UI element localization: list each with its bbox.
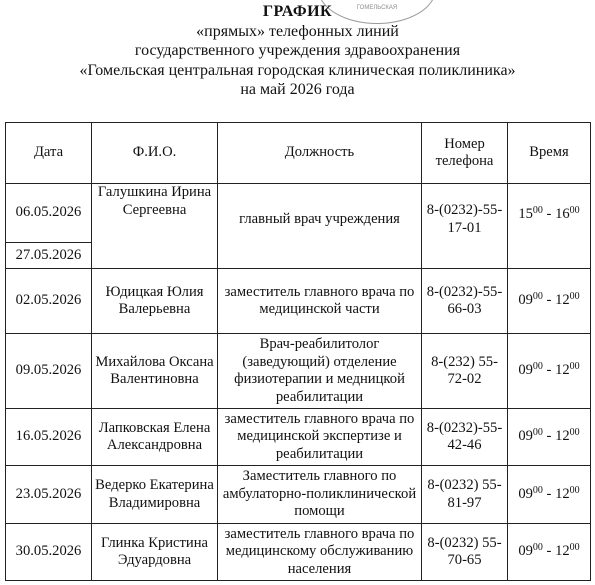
time-from-hour: 09 bbox=[518, 292, 533, 309]
time-to-minutes: 00 bbox=[569, 291, 580, 303]
cell-position: заместитель главного врача по медицинскому обслуживанию населения bbox=[218, 524, 422, 581]
cell-phone: 8-(0232) 55-81-97 bbox=[422, 466, 508, 524]
time-from-minutes: 00 bbox=[532, 361, 543, 373]
cell-time bbox=[508, 184, 591, 269]
cell-name: Лапковская Елена Александровна bbox=[92, 409, 218, 466]
cell-date: 27.05.2026 bbox=[6, 243, 92, 269]
column-header-phone: Номер телефона bbox=[422, 123, 508, 184]
cell-phone: 8-(0232)-55-66-03 bbox=[422, 269, 508, 334]
time-from-hour: 09 bbox=[518, 362, 533, 379]
cell-time bbox=[508, 409, 591, 466]
time-to-minutes: 00 bbox=[569, 361, 580, 373]
header-line-org-type: государственного учреждения здравоохранения bbox=[134, 42, 461, 59]
time-to-minutes: 00 bbox=[569, 205, 580, 216]
time-to-hour: 12 bbox=[555, 543, 570, 560]
table-row bbox=[6, 269, 591, 334]
header-line-period: на май 2026 года bbox=[240, 81, 355, 98]
column-header-date: Дата bbox=[6, 123, 92, 184]
table-row bbox=[6, 409, 591, 466]
time-from-hour: 09 bbox=[518, 485, 533, 502]
cell-date: 06.05.2026 bbox=[6, 184, 92, 243]
cell-position: заместитель главного врача по медицинской экспертизе и реабилитации bbox=[218, 409, 422, 466]
cell-date: 23.05.2026 bbox=[6, 466, 92, 524]
header-line-subject: «прямых» телефонных линий bbox=[196, 22, 399, 40]
cell-name: Глинка Кристина Эдуардовна bbox=[92, 524, 218, 581]
table-row bbox=[6, 334, 591, 409]
cell-position: Врач-реабилитолог (заведующий) отделение физиотерапии и медницкой реабилитации bbox=[218, 334, 422, 409]
table-row bbox=[6, 466, 591, 524]
cell-time bbox=[508, 524, 591, 581]
time-to-minutes: 00 bbox=[569, 542, 580, 554]
stamp-text: ГОМЕЛЬСКАЯ bbox=[356, 5, 398, 11]
time-to-minutes: 00 bbox=[569, 427, 580, 439]
time-from-minutes: 00 bbox=[532, 205, 543, 216]
time-separator: - bbox=[542, 292, 556, 309]
cell-date: 02.05.2026 bbox=[6, 269, 92, 334]
time-from-hour: 15 bbox=[518, 206, 533, 222]
cell-time bbox=[508, 269, 591, 334]
time-to-hour: 12 bbox=[555, 292, 570, 309]
document-header bbox=[0, 0, 595, 100]
time-separator: - bbox=[542, 428, 556, 445]
cell-time bbox=[508, 334, 591, 409]
time-separator: - bbox=[542, 485, 556, 502]
time-from-minutes: 00 bbox=[532, 427, 543, 439]
cell-date: 30.05.2026 bbox=[6, 524, 92, 581]
time-from-minutes: 00 bbox=[532, 484, 543, 496]
time-to-hour: 12 bbox=[555, 362, 570, 379]
table-row bbox=[6, 184, 591, 243]
table-header-row bbox=[6, 123, 591, 184]
cell-name: Юдицкая Юлия Валерьевна bbox=[92, 269, 218, 334]
schedule-table bbox=[5, 122, 591, 581]
cell-phone: 8-(0232)-55-17-01 bbox=[422, 184, 508, 269]
cell-date: 09.05.2026 bbox=[6, 334, 92, 409]
column-header-time: Время bbox=[508, 123, 591, 184]
cell-name: Михайлова Оксана Валентиновна bbox=[92, 334, 218, 409]
time-from-hour: 09 bbox=[518, 428, 533, 445]
cell-phone: 8-(232) 55-72-02 bbox=[422, 334, 508, 409]
table-row bbox=[6, 524, 591, 581]
time-separator: - bbox=[542, 206, 556, 222]
cell-time bbox=[508, 466, 591, 524]
time-from-minutes: 00 bbox=[532, 291, 543, 303]
time-to-hour: 12 bbox=[555, 485, 570, 502]
time-to-hour: 12 bbox=[555, 428, 570, 445]
time-from-minutes: 00 bbox=[532, 542, 543, 554]
cell-name: Галушкина Ирина Сергеевна bbox=[92, 184, 218, 269]
time-from-hour: 09 bbox=[518, 543, 533, 560]
column-header-position: Должность bbox=[218, 123, 422, 184]
header-line-org-name: «Гомельская центральная городская клиническая поликлиника» bbox=[79, 61, 516, 79]
cell-position: главный врач учреждения bbox=[218, 184, 422, 269]
cell-phone: 8-(0232) 55-70-65 bbox=[422, 524, 508, 581]
time-to-hour: 16 bbox=[555, 206, 570, 222]
time-to-minutes: 00 bbox=[569, 484, 580, 496]
cell-phone: 8-(0232)-55-42-46 bbox=[422, 409, 508, 466]
cell-position: Заместитель главного по амбулаторно-поликлинической помощи bbox=[218, 466, 422, 524]
time-separator: - bbox=[542, 543, 556, 560]
document-title: ГРАФИК bbox=[262, 3, 333, 20]
cell-position: заместитель главного врача по медицинской части bbox=[218, 269, 422, 334]
cell-name: Ведерко Екатерина Владимировна bbox=[92, 466, 218, 524]
cell-date: 16.05.2026 bbox=[6, 409, 92, 466]
column-header-name: Ф.И.О. bbox=[92, 123, 218, 184]
time-separator: - bbox=[542, 362, 556, 379]
